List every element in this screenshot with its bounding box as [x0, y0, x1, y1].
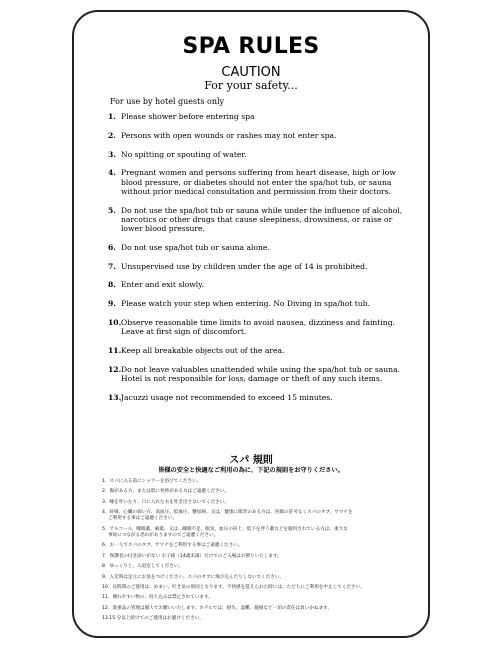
japanese-rule-item: 5．アルコール、睡眠薬、麻薬、又は、睡眠不足、眠気、血圧の向上、低下を伴う薬などを服用されている方は、重大な 事故につながる恐れがありますのでご遠慮ください。 [102, 526, 348, 538]
rule-item [108, 150, 408, 159]
japanese-rule-item: 2．傷がある方、または肌に発疹がある方はご遠慮ください。 [102, 489, 229, 495]
rule-item [108, 131, 408, 140]
rule-item [108, 299, 408, 308]
caution-heading: CAUTION [221, 65, 281, 80]
rule-text: Do not leave valuables unattended while using the spa/hot tub or sauna. Hotel is not responsible for loss, damage or theft of any such items. [121, 364, 400, 383]
japanese-rule-item: 8．ゆっくりと、入退室してください。 [102, 564, 183, 570]
sign-title: SPA RULES [182, 34, 320, 59]
rule-item [108, 262, 408, 271]
rule-text: Jacuzzi usage not recommended to exceed 15 minutes. [121, 392, 333, 402]
rule-number: 12. [108, 364, 122, 374]
rule-number: 7. [108, 261, 116, 271]
intro-text: For use by hotel guests only [110, 97, 225, 106]
rule-number: 13. [108, 392, 122, 402]
japanese-rule-item: 13.15 分以上続けてのご使用はお避けください。 [102, 616, 204, 622]
rule-text: Keep all breakable objects out of the area. [121, 345, 285, 355]
japanese-rule-item: 3．唾を吐いたり、口に入れた水を吐き出さないでください。 [102, 499, 229, 505]
rule-text: Enter and exit slowly. [121, 280, 204, 290]
english-rules-list [108, 112, 408, 412]
japanese-rule-item: 9．入室時は足元にお気をつけください。スパのタブに飛び込んだりしないでください。 [102, 574, 285, 580]
rule-item [108, 365, 408, 383]
japanese-rule-item: 7．保護者の付き添いがない お子様（14歳未満）だけでのご入場はお断りいたします。 [102, 553, 282, 559]
rule-item [108, 346, 408, 355]
rule-item [108, 393, 408, 402]
safety-subheading: For your safety... [204, 79, 298, 92]
japanese-title: スパ 規則 [229, 455, 273, 466]
rule-text: Do not use the spa/hot tub or sauna while under the influence of alcohol, narcotics or other drugs that cause sleepiness, drowsiness, or raise or lower blood pressure. [121, 205, 403, 233]
rule-item [108, 112, 408, 121]
rule-text: Do not use spa/hot tub or sauna alone. [121, 242, 270, 252]
rule-text: No spitting or spouting of water. [121, 149, 247, 159]
japanese-rule-item: 1．スパに入る前にシャワーを浴びてください。 [102, 479, 202, 484]
japanese-subtitle: 皆様の安全と快適なご利用の為に、下記の規則をお守りください。 [158, 467, 344, 474]
rule-number: 6. [108, 242, 116, 252]
japanese-rule-item: 6．お一人でスパのタブ、サウナをご利用する事はご遠慮ください。 [102, 543, 243, 549]
spa-rules-sign [72, 10, 430, 638]
rule-text: Observe reasonable time limits to avoid nausea, dizziness and fainting. Leave at first sign of discomfort. [121, 317, 395, 337]
rule-item [108, 280, 408, 289]
rule-number: 10. [108, 317, 122, 327]
japanese-rule-item: 4．妊婦、心臓の弱い方、高血圧、低血圧、糖尿病、又は、健康に障害のある方は、医師の許可なくスパのタブ、サウナを ご利用する事はご遠慮ください。 [102, 510, 353, 522]
rule-item [108, 243, 408, 252]
rule-number: 1. [108, 112, 116, 121]
rule-text: Persons with open wounds or rashes may not enter spa. [121, 130, 337, 140]
japanese-rule-item: 11．壊れやすい物の、持ち込みは禁止されています。 [102, 595, 213, 601]
rule-number: 8. [108, 280, 116, 290]
rule-text: Unsupervised use by children under the age of 14 is prohibited. [121, 261, 368, 271]
japanese-rule-item: 10．長時間のご使用は、めまい、吐き気の原因となります。不快感を覚えられた時には、ただちにご利用を中止してください。 [102, 584, 365, 590]
rule-text: Pregnant women and persons suffering from heart disease, high or low blood pressure, or diabetes should not enter the spa/hot tub, or sauna without prior medical consultation and permission from their doctors. [121, 168, 396, 196]
japanese-rule-item: 12．貴重品の管理は個人でお願いいたします。ホテルでは、紛失、盗難、破損など一切の責任は負いかねます。 [102, 605, 332, 611]
rule-number: 2. [108, 130, 116, 140]
rule-number: 5. [108, 205, 116, 215]
rule-number: 9. [108, 299, 116, 309]
japanese-rules-list [102, 479, 420, 626]
rule-number: 11. [108, 345, 122, 355]
rule-number: 4. [108, 168, 116, 178]
rule-item [108, 168, 408, 196]
rule-item [108, 318, 408, 336]
rule-text: Please shower before entering spa [121, 112, 255, 121]
rule-item [108, 206, 408, 234]
rule-text: Please watch your step when entering. No Diving in spa/hot tub. [121, 299, 371, 309]
rule-number: 3. [108, 149, 116, 159]
